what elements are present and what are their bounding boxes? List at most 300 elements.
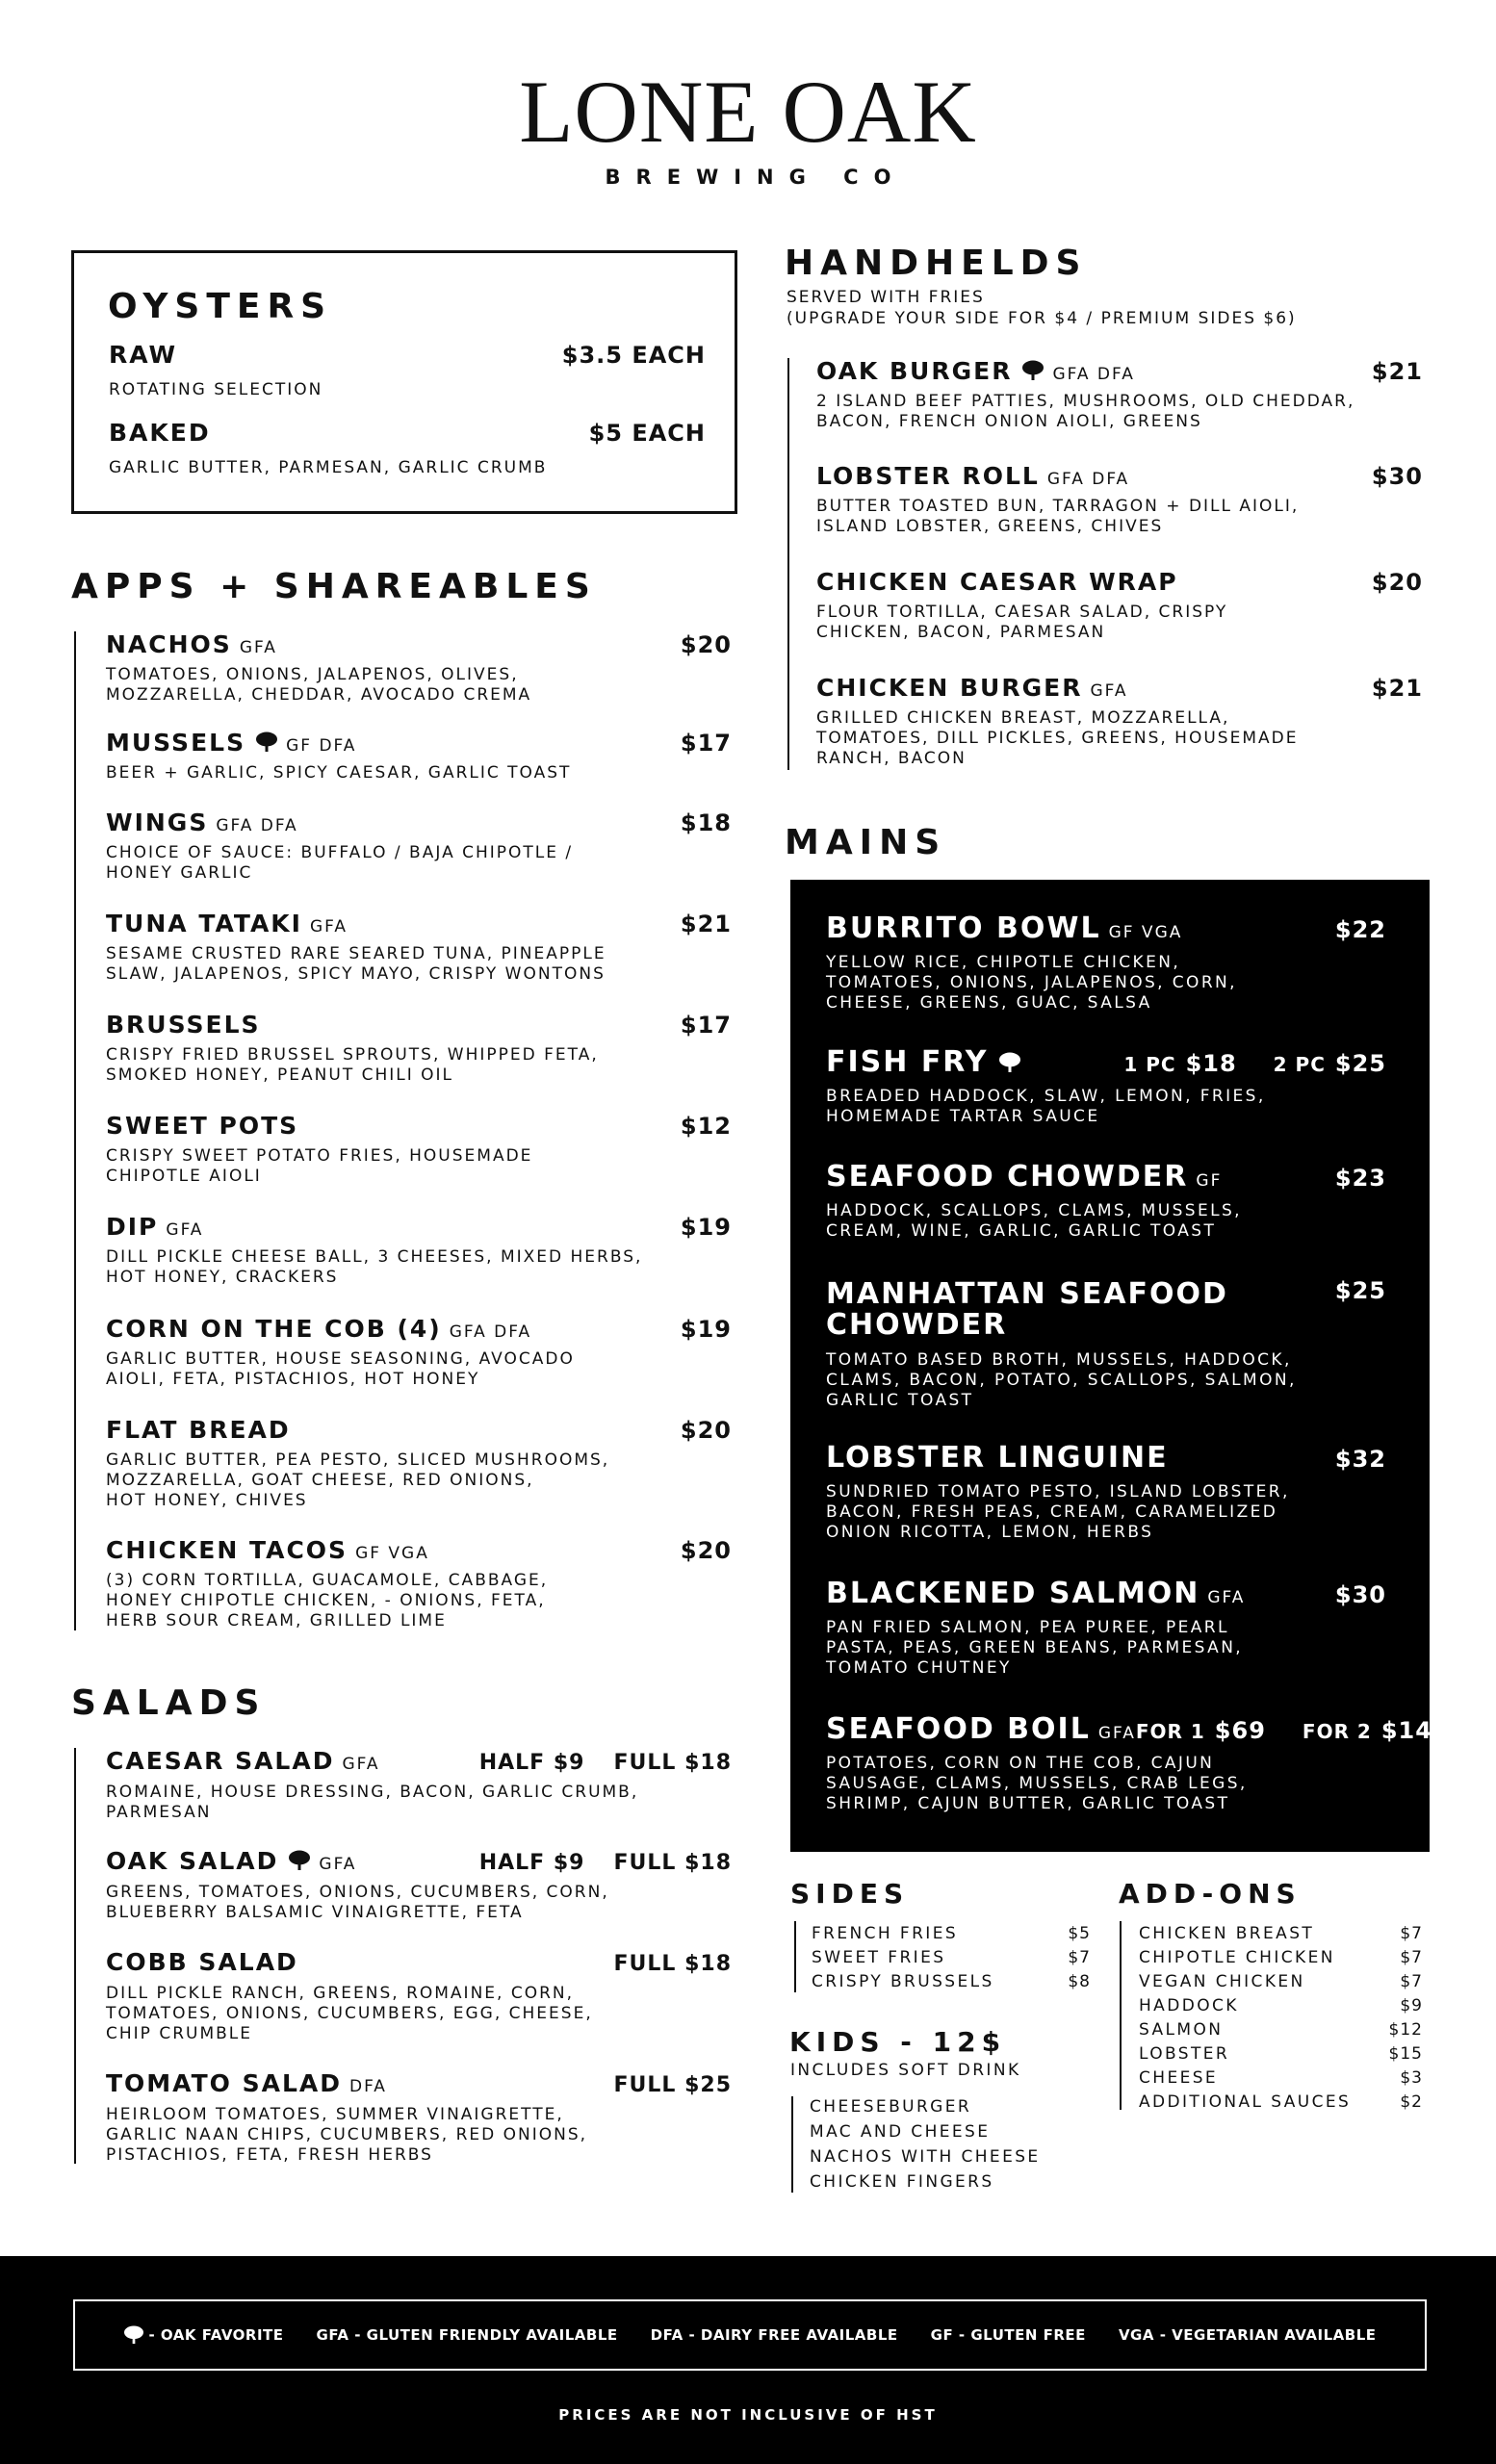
diet-tags: GFA <box>319 1855 357 1874</box>
list-item <box>812 1970 1091 1994</box>
item-name-text: CAESAR SALAD <box>106 1747 335 1775</box>
item-price: $18 <box>680 809 732 836</box>
diet-tags: GFA DFA <box>1046 470 1130 489</box>
item-description <box>816 708 1423 769</box>
description-line: SMOKED HONEY, PEANUT CHILI OIL <box>106 1065 454 1085</box>
size-prices <box>613 1954 732 1975</box>
item-name-text: CHICKEN TACOS <box>106 1536 348 1564</box>
item-name-text: TUNA TATAKI <box>106 910 302 937</box>
menu-item <box>826 1712 1450 1814</box>
full-price: FULL $18 <box>613 1851 732 1875</box>
diet-tags: GF <box>1196 1171 1223 1191</box>
section-rule <box>74 631 76 1630</box>
item-description: ROTATING SELECTION <box>109 380 323 399</box>
section-rule <box>791 2096 793 2193</box>
description-line: CLAMS, BACON, POTATO, SCALLOPS, SALMON, <box>826 1371 1297 1390</box>
description-line: HOT HONEY, CRACKERS <box>106 1268 339 1287</box>
menu-item <box>826 1579 1386 1679</box>
menu-item <box>106 1114 732 1187</box>
item-name <box>826 911 1183 945</box>
item-description <box>106 1883 732 1923</box>
item-price: $18 <box>1185 1050 1237 1077</box>
item-name <box>106 810 298 834</box>
item-price: $17 <box>680 1012 732 1039</box>
section-title-sides: SIDES <box>790 1878 910 1910</box>
description-line: ISLAND LOBSTER, GREENS, CHIVES <box>816 517 1164 536</box>
list-item <box>1139 2066 1423 2091</box>
item-header <box>816 464 1423 488</box>
legend-text: - OAK FAVORITE <box>148 2326 284 2344</box>
menu-item <box>106 731 732 783</box>
item-price: $32 <box>1334 1446 1386 1473</box>
list-item-price: $5 <box>1068 1924 1091 1943</box>
description-line: CRISPY FRIED BRUSSEL SPROUTS, WHIPPED FETA, <box>106 1045 599 1065</box>
item-header <box>106 1013 732 1037</box>
item-name-text: DIP <box>106 1213 159 1241</box>
item-description <box>816 603 1423 643</box>
item-price: $12 <box>680 1113 732 1140</box>
item-price: $3.5 EACH <box>561 342 706 369</box>
section-note-kids: INCLUDES SOFT DRINK <box>790 2061 1021 2080</box>
size-prices <box>479 1753 732 1774</box>
legend-item <box>651 2326 898 2344</box>
item-price: $20 <box>1371 569 1423 596</box>
description-line: 2 ISLAND BEEF PATTIES, MUSHROOMS, OLD CHEDDAR, <box>816 392 1355 411</box>
section-rule <box>794 1921 796 1992</box>
diet-tags: GFA <box>342 1755 380 1774</box>
item-description <box>826 1087 1386 1127</box>
list-item <box>1139 1994 1423 2018</box>
diet-tags: GFA <box>1090 681 1128 701</box>
item-header <box>826 1712 1450 1746</box>
multi-prices <box>1123 1052 1386 1076</box>
description-line: ROMAINE, HOUSE DRESSING, BACON, GARLIC CRUMB, <box>106 1783 639 1802</box>
oak-tree-icon <box>123 2325 144 2345</box>
item-header <box>826 1279 1386 1341</box>
item-name-text: OAK SALAD <box>106 1847 279 1875</box>
menu-item <box>816 464 1423 537</box>
item-name-text: CHICKEN CAESAR WRAP <box>816 568 1178 596</box>
oak-tree-icon <box>1021 360 1045 381</box>
description-line: SESAME CRUSTED RARE SEARED TUNA, PINEAPPLE <box>106 944 606 963</box>
description-line: TOMATOES, ONIONS, JALAPENOS, CORN, <box>826 973 1237 992</box>
list-item-name: SWEET FRIES <box>812 1948 946 1967</box>
list-item-name: CHICKEN FINGERS <box>810 2172 994 2192</box>
menu-item <box>106 810 732 884</box>
item-price: $22 <box>1334 916 1386 943</box>
description-line: TOMATOES, DILL PICKLES, GREENS, HOUSEMADE <box>816 729 1299 748</box>
list-item-price: $7 <box>1400 1924 1423 1943</box>
legend-text: GF - GLUTEN FREE <box>930 2326 1086 2344</box>
item-description <box>106 1984 732 2044</box>
item-header <box>106 810 732 834</box>
full-price: FULL $18 <box>613 1751 732 1775</box>
description-line: AIOLI, FETA, PISTACHIOS, HOT HONEY <box>106 1370 480 1389</box>
section-rule <box>1120 1921 1122 2110</box>
menu-item <box>826 1279 1386 1411</box>
item-header <box>106 1317 732 1341</box>
brand-subtitle: BREWING CO <box>605 166 907 189</box>
item-price: $21 <box>1371 358 1423 385</box>
item-header <box>106 1950 732 1975</box>
description-line: CHIP CRUMBLE <box>106 2024 252 2043</box>
item-name <box>826 1579 1245 1608</box>
item-name <box>106 1950 298 1974</box>
item-header <box>816 676 1423 700</box>
item-price: $21 <box>680 911 732 937</box>
diet-tags: GF DFA <box>286 736 357 756</box>
description-line: BACON, FRENCH ONION AIOLI, GREENS <box>816 412 1202 431</box>
menu-item <box>106 1418 732 1511</box>
description-line: GREENS, TOMATOES, ONIONS, CUCUMBERS, CORN, <box>106 1883 609 1902</box>
legend-text: DFA - DAIRY FREE AVAILABLE <box>650 2326 898 2344</box>
menu-item <box>106 1749 732 1823</box>
item-name: RAW <box>109 341 178 369</box>
item-header <box>106 1418 732 1442</box>
list-item-name: SALMON <box>1139 2020 1224 2040</box>
menu-item <box>816 676 1423 769</box>
description-line: CHIPOTLE AIOLI <box>106 1167 262 1186</box>
description-line: CHICKEN, BACON, PARMESAN <box>816 623 1106 642</box>
addons-list <box>1139 1922 1423 2115</box>
item-name <box>106 1849 356 1873</box>
item-price: $19 <box>680 1316 732 1343</box>
item-name-text: CHICKEN BURGER <box>816 674 1083 702</box>
item-description <box>826 1350 1386 1411</box>
list-item <box>1139 2042 1423 2066</box>
item-header <box>106 1538 732 1562</box>
item-price: $21 <box>1371 675 1423 702</box>
diet-tags: GFA <box>239 638 277 657</box>
item-price: $19 <box>680 1214 732 1241</box>
item-price: $25 <box>1334 1050 1386 1077</box>
item-name-line: MANHATTAN SEAFOOD <box>826 1277 1228 1311</box>
list-item-price: $12 <box>1388 2020 1423 2040</box>
description-line: TOMATO BASED BROTH, MUSSELS, HADDOCK, <box>826 1350 1292 1370</box>
description-line: GARLIC NAAN CHIPS, CUCUMBERS, RED ONIONS, <box>106 2125 588 2144</box>
menu-item <box>109 421 706 478</box>
item-name <box>106 1418 291 1442</box>
list-item-name: CHICKEN BREAST <box>1139 1924 1315 1943</box>
description-line: HONEY GARLIC <box>106 863 253 883</box>
list-item-name: VEGAN CHICKEN <box>1139 1972 1305 1991</box>
item-description <box>106 1571 732 1631</box>
description-line: PAN FRIED SALMON, PEA PUREE, PEARL <box>826 1618 1229 1637</box>
item-header <box>826 1579 1386 1608</box>
item-price: $20 <box>680 631 732 658</box>
legend-item <box>1119 2326 1377 2344</box>
item-header <box>816 570 1423 594</box>
list-item <box>812 1946 1091 1970</box>
price-label: 1 PC <box>1123 1053 1176 1076</box>
item-description <box>106 1045 732 1086</box>
item-name-text: BURRITO BOWL <box>826 911 1101 945</box>
list-item <box>1139 1970 1423 1994</box>
description-line: HADDOCK, SCALLOPS, CLAMS, MUSSELS, <box>826 1201 1242 1220</box>
menu-item <box>826 911 1386 1014</box>
item-description <box>816 392 1423 432</box>
description-line: CHOICE OF SAUCE: BUFFALO / BAJA CHIPOTLE / <box>106 843 574 862</box>
list-item-name: CRISPY BRUSSELS <box>812 1972 994 1991</box>
item-name-text: SWEET POTS <box>106 1112 299 1140</box>
item-description <box>106 2105 732 2166</box>
half-price: HALF $9 <box>478 1751 585 1775</box>
menu-item <box>106 1950 732 2044</box>
menu-item <box>106 1849 732 1923</box>
list-item <box>810 2119 1098 2144</box>
menu-item <box>106 2071 732 2166</box>
item-price: $17 <box>680 730 732 757</box>
price-label: FOR 1 <box>1135 1720 1205 1743</box>
list-item-name: CHEESE <box>1139 2068 1219 2088</box>
item-description <box>826 1754 1386 1814</box>
full-price: FULL $25 <box>613 2073 732 2097</box>
oak-tree-icon <box>998 1050 1021 1071</box>
section-title-salads: SALADS <box>71 1683 267 1723</box>
item-header <box>106 911 732 936</box>
description-line: HOT HONEY, CHIVES <box>106 1491 308 1510</box>
legend-text: VGA - VEGETARIAN AVAILABLE <box>1118 2326 1377 2344</box>
section-title-apps: APPS + SHAREABLES <box>71 567 597 606</box>
item-name <box>106 731 356 755</box>
item-price: $25 <box>1334 1277 1386 1304</box>
item-description <box>106 1146 732 1187</box>
diet-tags: GFA DFA <box>1052 365 1135 384</box>
item-name <box>106 1013 261 1037</box>
item-name <box>826 1279 1228 1341</box>
list-item <box>1139 1922 1423 1946</box>
description-line: MOZZARELLA, CHEDDAR, AVOCADO CREMA <box>106 685 532 705</box>
item-name <box>106 1538 429 1562</box>
list-item-price: $9 <box>1400 1996 1423 2015</box>
item-header <box>106 632 732 656</box>
description-line: SUNDRIED TOMATO PESTO, ISLAND LOBSTER, <box>826 1482 1290 1502</box>
mains-panel <box>790 880 1450 1852</box>
description-line: BACON, FRESH PEAS, CREAM, CARAMELIZED <box>826 1502 1278 1522</box>
item-name-text: NACHOS <box>106 630 232 658</box>
description-line: YELLOW RICE, CHIPOTLE CHICKEN, <box>826 953 1181 972</box>
item-name: BAKED <box>109 419 211 447</box>
diet-tags: GF VGA <box>1108 923 1183 942</box>
item-price: $30 <box>1334 1581 1386 1608</box>
menu-item <box>106 1538 732 1631</box>
item-price: $23 <box>1334 1165 1386 1192</box>
menu-item <box>106 911 732 985</box>
item-name <box>816 359 1135 383</box>
footnote: PRICES ARE NOT INCLUSIVE OF HST <box>558 2406 938 2424</box>
description-line: SLAW, JALAPENOS, SPICY MAYO, CRISPY WONTONS <box>106 964 606 984</box>
list-item-price: $3 <box>1400 2068 1423 2088</box>
brand-header <box>0 63 1496 189</box>
item-name-text: FLAT BREAD <box>106 1416 291 1444</box>
item-price: $20 <box>680 1417 732 1444</box>
list-item-name: CHEESEBURGER <box>810 2097 972 2117</box>
item-name-text: CORN ON THE COB (4) <box>106 1315 442 1343</box>
description-line: BLUEBERRY BALSAMIC VINAIGRETTE, FETA <box>106 1903 524 1922</box>
brand-name: LONE OAK <box>519 63 977 161</box>
section-title-oysters: OYSTERS <box>108 287 333 326</box>
oak-tree-icon <box>255 732 278 753</box>
description-line: BEER + GARLIC, SPICY CAESAR, GARLIC TOAST <box>106 763 572 783</box>
item-description <box>826 953 1386 1014</box>
item-header <box>826 911 1386 945</box>
item-description <box>106 1247 732 1288</box>
item-name-text: LOBSTER ROLL <box>816 462 1040 490</box>
item-name-text: FISH FRY <box>826 1045 989 1079</box>
list-item-price: $8 <box>1068 1972 1091 1991</box>
menu-item <box>826 1441 1386 1543</box>
description-line: PISTACHIOS, FETA, FRESH HERBS <box>106 2145 433 2165</box>
description-line: DILL PICKLE CHEESE BALL, 3 CHEESES, MIXED HERBS, <box>106 1247 643 1267</box>
list-item <box>1139 2018 1423 2042</box>
item-header <box>106 731 732 755</box>
list-item <box>810 2144 1098 2169</box>
item-name <box>106 1215 203 1239</box>
item-description <box>826 1482 1386 1543</box>
item-name-text: WINGS <box>106 808 209 836</box>
item-name <box>826 1045 1021 1079</box>
description-line: GARLIC BUTTER, PEA PESTO, SLICED MUSHROOMS, <box>106 1450 610 1470</box>
item-name-text: COBB SALAD <box>106 1948 298 1976</box>
list-item <box>810 2094 1098 2119</box>
item-name <box>106 911 348 936</box>
diet-tags: DFA <box>348 2077 387 2096</box>
item-name-text: LOBSTER LINGUINE <box>826 1441 1169 1475</box>
menu-item <box>109 343 706 400</box>
section-rule <box>74 1748 76 2164</box>
description-line: RANCH, BACON <box>816 749 967 768</box>
item-header <box>826 1045 1386 1079</box>
list-item <box>810 2169 1098 2194</box>
description-line: CRISPY SWEET POTATO FRIES, HOUSEMADE <box>106 1146 533 1166</box>
menu-item <box>106 1317 732 1390</box>
item-name <box>106 2071 387 2095</box>
item-description <box>826 1618 1386 1679</box>
item-name-text: BLACKENED SALMON <box>826 1577 1200 1610</box>
description-line: GRILLED CHICKEN BREAST, MOZZARELLA, <box>816 708 1230 728</box>
item-description <box>106 1349 732 1390</box>
oysters-box <box>71 250 737 514</box>
item-header <box>826 1160 1386 1194</box>
section-title-kids: KIDS - 12$ <box>789 2026 1007 2058</box>
menu-item <box>826 1045 1386 1127</box>
item-name <box>826 1441 1169 1475</box>
item-name <box>816 676 1127 700</box>
menu-item <box>816 359 1423 432</box>
item-description <box>106 1783 732 1823</box>
item-name-text: SEAFOOD CHOWDER <box>826 1160 1189 1194</box>
item-price: $5 EACH <box>588 420 706 447</box>
diet-tags: GFA <box>1207 1588 1246 1607</box>
item-name <box>106 1317 531 1341</box>
kids-list <box>810 2094 1098 2194</box>
list-item-price: $7 <box>1400 1972 1423 1991</box>
section-title-handhelds: HANDHELDS <box>785 244 1088 283</box>
description-line: SHRIMP, CAJUN BUTTER, GARLIC TOAST <box>826 1794 1230 1813</box>
menu-item <box>826 1160 1386 1242</box>
list-item-name: FRENCH FRIES <box>812 1924 959 1943</box>
item-name <box>826 1160 1223 1194</box>
section-title-addons: ADD-ONS <box>1119 1878 1302 1910</box>
item-header <box>106 1114 732 1138</box>
item-header <box>106 2071 732 2096</box>
item-name <box>106 1114 298 1138</box>
diet-tags: GFA <box>166 1220 204 1240</box>
description-line: HOMEMADE TARTAR SAUCE <box>826 1107 1100 1126</box>
size-prices <box>613 2075 732 2096</box>
item-name-text: BRUSSELS <box>106 1011 261 1039</box>
list-item-price: $15 <box>1388 2044 1423 2064</box>
section-note-handhelds: SERVED WITH FRIES (UPGRADE YOUR SIDE FOR $4 / PREMIUM SIDES $6) <box>787 288 1297 328</box>
list-item-name: ADDITIONAL SAUCES <box>1139 2092 1352 2112</box>
item-name <box>826 1712 1136 1746</box>
item-price: $20 <box>680 1537 732 1564</box>
description-line: CHEESE, GREENS, GUAC, SALSA <box>826 993 1152 1013</box>
legend-item <box>317 2326 618 2344</box>
list-item-name: MAC AND CHEESE <box>810 2122 991 2142</box>
section-title-mains: MAINS <box>785 823 947 862</box>
description-line: GARLIC TOAST <box>826 1391 974 1410</box>
description-line: GARLIC BUTTER, HOUSE SEASONING, AVOCADO <box>106 1349 575 1369</box>
item-name <box>816 570 1178 594</box>
description-line: TOMATOES, ONIONS, JALAPENOS, OLIVES, <box>106 665 519 684</box>
item-price: $145 <box>1380 1717 1450 1744</box>
description-line: POTATOES, CORN ON THE COB, CAJUN <box>826 1754 1215 1773</box>
sides-list <box>812 1922 1091 1994</box>
description-line: HERB SOUR CREAM, GRILLED LIME <box>106 1611 447 1630</box>
list-item-name: CHIPOTLE CHICKEN <box>1139 1948 1335 1967</box>
legend-item <box>931 2326 1086 2344</box>
item-description <box>106 763 732 783</box>
item-price: $69 <box>1214 1717 1266 1744</box>
legend-item <box>123 2325 283 2345</box>
oak-tree-icon <box>288 1850 311 1871</box>
item-price: $30 <box>1371 463 1423 490</box>
description-line: CREAM, WINE, GARLIC, GARLIC TOAST <box>826 1221 1217 1241</box>
price-label: 2 PC <box>1273 1053 1326 1076</box>
half-price: HALF $9 <box>478 1851 585 1875</box>
item-name-text: TOMATO SALAD <box>106 2069 342 2097</box>
description-line: ONION RICOTTA, LEMON, HERBS <box>826 1523 1154 1542</box>
description-line: (3) CORN TORTILLA, GUACAMOLE, CABBAGE, <box>106 1571 549 1590</box>
item-description <box>816 497 1423 537</box>
list-item <box>1139 1946 1423 1970</box>
item-description <box>106 665 732 706</box>
diet-tags: GFA <box>309 917 348 937</box>
description-line: BREADED HADDOCK, SLAW, LEMON, FRIES, <box>826 1087 1266 1106</box>
diet-tags: GFA DFA <box>449 1322 532 1342</box>
item-name <box>106 1749 380 1773</box>
description-line: SAUSAGE, CLAMS, MUSSELS, CRAB LEGS, <box>826 1774 1248 1793</box>
diet-tags: GFA DFA <box>216 816 298 835</box>
item-header <box>106 1749 732 1774</box>
list-item-name: HADDOCK <box>1139 1996 1239 2015</box>
item-name-text: OAK BURGER <box>816 357 1013 385</box>
diet-tags: GFA <box>1097 1724 1136 1743</box>
description-line: TOMATOES, ONIONS, CUCUMBERS, EGG, CHEESE, <box>106 2004 593 2023</box>
legend-text: GFA - GLUTEN FRIENDLY AVAILABLE <box>316 2326 618 2344</box>
item-description <box>106 944 732 985</box>
list-item-price: $7 <box>1400 1948 1423 1967</box>
item-description <box>106 1450 732 1511</box>
list-item <box>812 1922 1091 1946</box>
multi-prices <box>1136 1719 1450 1743</box>
item-name <box>816 464 1129 488</box>
list-item <box>1139 2091 1423 2115</box>
description-line: FLOUR TORTILLA, CAESAR SALAD, CRISPY <box>816 603 1228 622</box>
description-line: BUTTER TOASTED BUN, TARRAGON + DILL AIOLI, <box>816 497 1300 516</box>
description-line: PARMESAN <box>106 1803 212 1822</box>
